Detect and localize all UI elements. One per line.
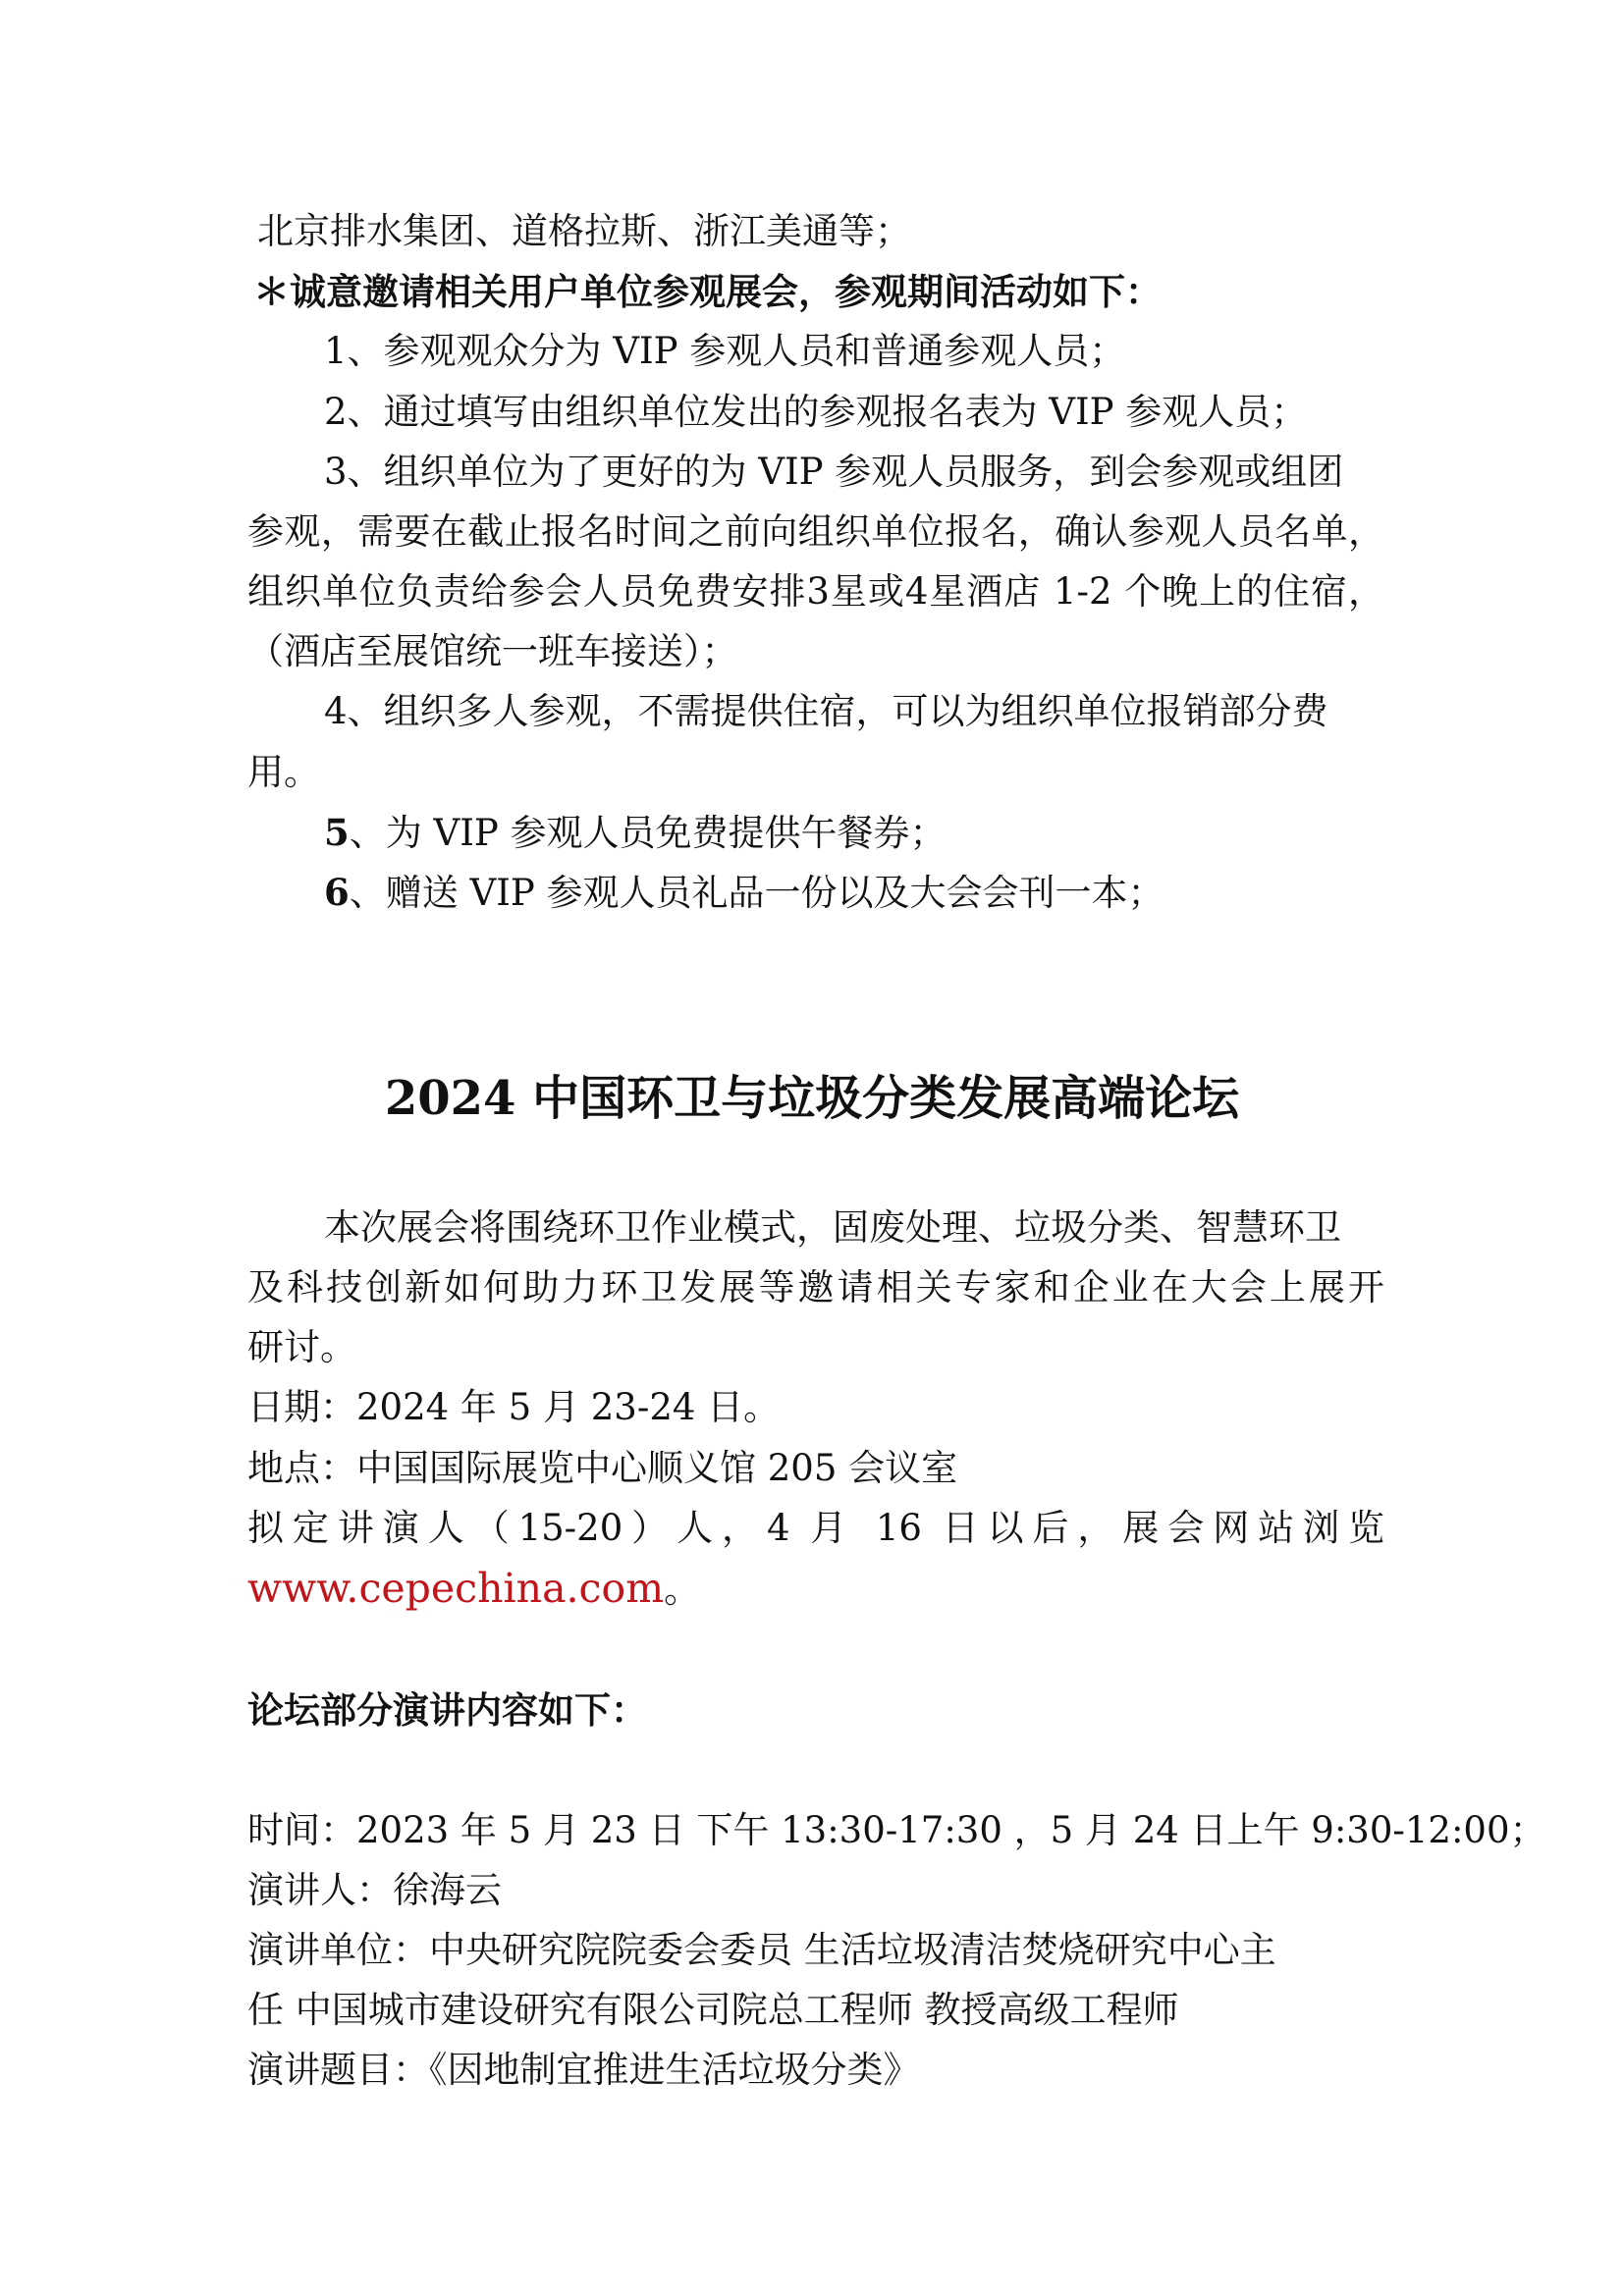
website-link[interactable]: www.cepechina.com: [247, 1565, 665, 1612]
activity-item-3-line-4: （酒店至展馆统一班车接送）；: [247, 630, 738, 672]
activity-item-6-text: 、赠送 VIP 参观人员礼品一份以及大会会刊一本；: [349, 872, 1164, 914]
talk-org-line-2: 任 中国城市建设研究有限公司院总工程师 教授高级工程师: [247, 1989, 1179, 2031]
activity-item-4-line-2: 用。: [247, 751, 320, 793]
forum-venue: 地点：中国国际展览中心顺义馆 205 会议室: [247, 1447, 958, 1489]
talk-topic: 演讲题目：《因地制宜推进生活垃圾分类》: [247, 2049, 920, 2091]
forum-website-line: [247, 1565, 1384, 1614]
talk-org-line-1: 演讲单位：中央研究院院委会委员 生活垃圾清洁焚烧研究中心主: [247, 1929, 1276, 1971]
activity-item-3-line-2: 参观，需要在截止报名时间之前向组织单位报名，确认参观人员名单，: [247, 510, 1384, 553]
activity-item-2: 2、通过填写由组织单位发出的参观报名表为 VIP 参观人员；: [324, 391, 1308, 433]
activity-item-6-number: 6: [324, 871, 350, 914]
forum-desc-line-3: 研讨。: [247, 1326, 356, 1368]
activity-item-4-line-1: 4、组织多人参观，不需提供住宿，可以为组织单位报销部分费: [324, 690, 1328, 732]
activity-item-3-line-3: 组织单位负责给参会人员免费安排3星或4星酒店 1-2 个晚上的住宿，: [247, 570, 1384, 613]
forum-desc-line-2: 及科技创新如何助力环卫发展等邀请相关专家和企业在大会上展开: [247, 1266, 1384, 1308]
talk-speaker: 演讲人：徐海云: [247, 1869, 502, 1911]
talks-heading: 论坛部分演讲内容如下：: [247, 1688, 647, 1732]
forum-title: 2024 中国环卫与垃圾分类发展高端论坛: [384, 1071, 1240, 1126]
activity-item-5: [324, 809, 1461, 857]
forum-desc-line-1: 本次展会将围绕环卫作业模式，固废处理、垃圾分类、智慧环卫: [324, 1206, 1341, 1249]
forum-date: 日期：2024 年 5 月 23-24 日。: [247, 1386, 781, 1428]
activity-item-6: [324, 869, 1461, 917]
activity-item-5-number: 5: [324, 811, 350, 854]
activity-item-5-text: 、为 VIP 参观人员免费提供午餐券；: [349, 812, 947, 854]
intro-tail: 北京排水集团、道格拉斯、浙江美通等；: [257, 210, 911, 252]
forum-speakers-line: 拟定讲演人（15-20）人，4 月 16 日以后，展会网站浏览: [247, 1507, 1384, 1549]
invite-heading: ＊诚意邀请相关用户单位参观展会，参观期间活动如下：: [253, 270, 1162, 313]
talk-time: 时间：2023 年 5 月 23 日 下午 13:30-17:30 ，5 月 24 日上午 9:30-12:00；: [247, 1809, 1546, 1851]
website-tail: 。: [664, 1569, 701, 1611]
activity-item-3-line-1: 3、组织单位为了更好的为 VIP 参观人员服务，到会参观或组团: [324, 451, 1344, 493]
activity-item-1: 1、参观观众分为 VIP 参观人员和普通参观人员；: [324, 330, 1126, 372]
